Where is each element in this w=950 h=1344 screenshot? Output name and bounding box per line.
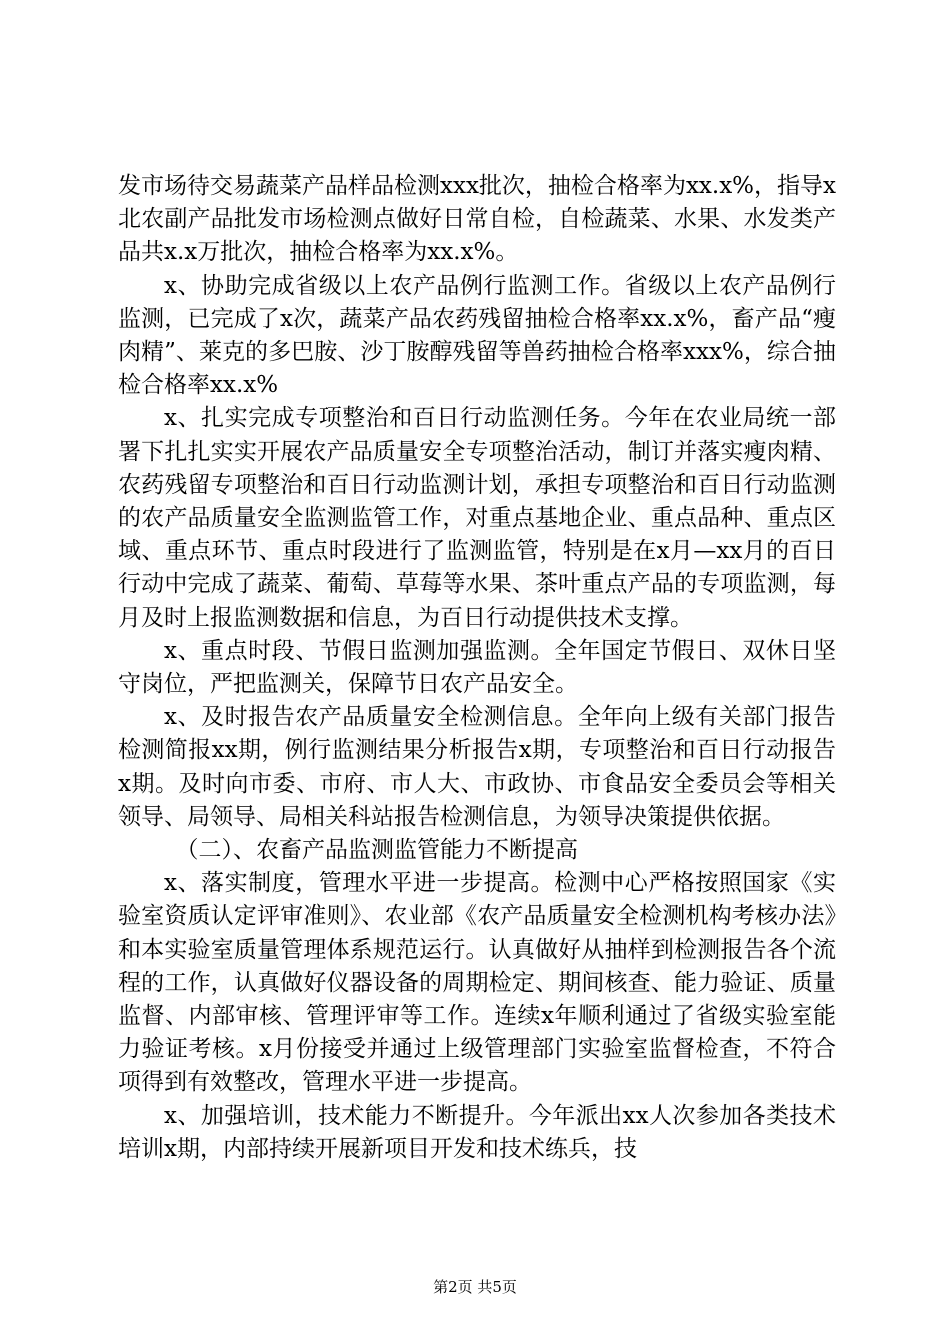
paragraph-continued: 发市场待交易蔬菜产品样品检测xxx批次，抽检合格率为xx.x%，指导x北农副产品批发市场检测点做好日常自检，自检蔬菜、水果、水发类产品共x.x万批次，抽检合格率为xx.x%。 [118, 173, 836, 266]
document-body [118, 170, 836, 1166]
paragraph-special-rectification: x、扎实完成专项整治和百日行动监测任务。今年在农业局统一部署下扎扎实实开展农产品质量安全专项整治活动，制订并落实瘦肉精、农药残留专项整治和百日行动监测计划，承担专项整治和百日行动监测的农产品质量安全监测监管工作，对重点基地企业、重点品种、重点区域、重点环节、重点时段进行了监测监管，特别是在x月—xx月的百日行动中完成了蔬菜、葡萄、草莓等水果、茶叶重点产品的专项监测，每月及时上报监测数据和信息，为百日行动提供技术支撑。 [118, 405, 836, 631]
paragraph-training: x、加强培训，技术能力不断提升。今年派出xx人次参加各类技术培训x期，内部持续开展新项目开发和技术练兵，技 [118, 1102, 836, 1162]
paragraph-holiday-monitoring: x、重点时段、节假日监测加强监测。全年国定节假日、双休日坚守岗位，严把监测关，保障节日农产品安全。 [118, 637, 836, 698]
page-footer: 第2页 共5页 [433, 1278, 517, 1296]
section-heading: （二）、农畜产品监测监管能力不断提高 [175, 837, 578, 864]
paragraph-management-system: x、落实制度，管理水平进一步提高。检测中心严格按照国家《实验室资质认定评审准则》、农业部《农产品质量安全检测机构考核办法》和本实验室质量管理体系规范运行。认真做好从抽样到检测报告各个流程的工作，认真做好仪器设备的周期检定、期间核查、能力验证、质量监督、内部审核、管理评审等工作。连续x年顺利通过了省级实验室能力验证考核。x月份接受并通过上级管理部门实验室监督检查，不符合项得到有效整改，管理水平进一步提高。 [118, 870, 836, 1096]
paragraph-routine-monitoring: x、协助完成省级以上农产品例行监测工作。省级以上农产品例行监测，已完成了x次，蔬菜产品农药残留抽检合格率xx.x%，畜产品“瘦肉精”、莱克的多巴胺、沙丁胺醇残留等兽药抽检合格率xxx%，综合抽检合格率xx.x% [118, 272, 836, 399]
paragraph-report-info: x、及时报告农产品质量安全检测信息。全年向上级有关部门报告检测简报xx期，例行监测结果分析报告x期，专项整治和百日行动报告x期。及时向市委、市府、市人大、市政协、市食品安全委员会等相关领导、局领导、局相关科站报告检测信息，为领导决策提供依据。 [118, 704, 836, 830]
